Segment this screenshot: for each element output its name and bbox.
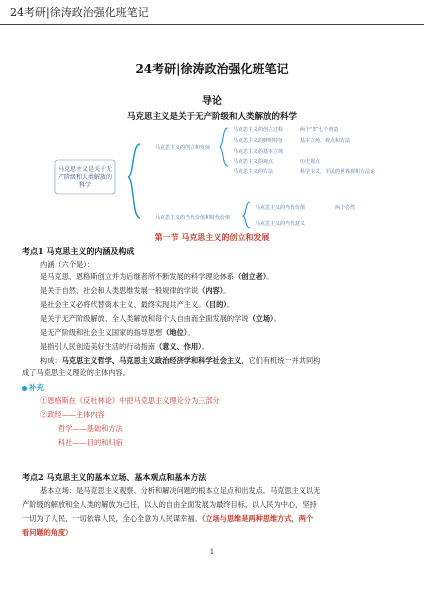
page-number: 1 (209, 548, 215, 556)
mind-map (0, 122, 424, 230)
kp1-item-4: 是关于无产阶级解放、全人类解放和每个人自由而全面发展的学说（立场）。 (40, 314, 281, 323)
kp2-line-1: 基本立场：是马克思主义观察、分析和解决问题的根本立足点和出发点。马克思主义以无 (40, 486, 321, 495)
mindmap-branch2: 马克思主义的当代价值和时代价值 (155, 215, 231, 221)
intro-subtitle: 马克思主义是关于无产阶级和人类解放的科学 (126, 112, 297, 122)
mindmap-b1-item4: 马克思主义的观点 (233, 159, 274, 165)
mindmap-root-line1: 马克思主义是关于无 (57, 166, 113, 173)
mindmap-b1-sub3: 历史观点 (300, 159, 321, 165)
mindmap-b1-item3: 马克思主义的基本立场 (233, 149, 284, 155)
supplement-label: 补充 (22, 382, 44, 393)
mindmap-b1-sub2: 基本立场、观点和方法 (300, 138, 351, 144)
page-header (0, 0, 424, 25)
kp1-compose-2: 成了马克思主义理论的主体内容。 (22, 368, 130, 377)
mindmap-b1-sub4: 科学主义、平民的世界观和方法论 (300, 169, 376, 175)
supplement-line-1: ①恩格斯在《反杜林论》中把马克思主义理论分为三部分 (40, 396, 220, 405)
mindmap-b1-item5: 马克思主义的方法 (233, 169, 274, 175)
mindmap-b1-item1: 马克思主义的创立过程 (233, 127, 284, 133)
mindmap-root-line2: 产阶级和人类解放的 (57, 174, 113, 181)
mindmap-root-line3: 科学 (78, 182, 92, 189)
kp1-item-6: 是指引人民创造美好生活的行动指南（意义、作用）。 (40, 342, 209, 351)
kp2-line-3: 一切为了人民，一切依靠人民，全心全意为人民谋幸福。（立场与思维是两种思维方式，两个 (22, 514, 314, 523)
bullet-icon (22, 386, 27, 391)
kp1-item-1: 是马克思、恩格斯创立并为后继者所不断发展的科学理论体系（创立者）。 (40, 272, 274, 281)
kp2-line-2: 产阶级的解放和全人类的解放为己任，以人的自由全面发展为最终目标，以人民为中心，坚持 (22, 500, 317, 509)
intro-heading: 导论 (202, 96, 222, 107)
supplement-line-3: 哲学——基础和方法 (58, 424, 123, 433)
header-text: 24考研|徐涛政治强化班笔记 (10, 6, 149, 19)
kp1-item-5: 是无产阶级和社会主义国家的指导思想（地位）。 (40, 328, 195, 337)
kp1-item-3: 是社会主义必将代替资本主义、最终实现共产主义。（目的）。 (40, 300, 235, 309)
supplement-line-4: 科社——目的和归宿 (58, 438, 123, 447)
section-title: 第一节 马克思主义的创立和发展 (154, 232, 270, 242)
supplement-line-2: ②政经——主体内容 (40, 410, 105, 419)
kp2-line-4: 看问题的角度） (22, 528, 73, 537)
mindmap-b1-sub1: 两个“3”七个创造 (300, 127, 339, 133)
mindmap-b2-sub1: 两个必然 (335, 205, 356, 211)
mindmap-b1-item2: 马克思主义的鲜明特征 (233, 138, 284, 144)
mindmap-b2-item1: 马克思主义的当代价值 (255, 205, 306, 211)
kp2-title: 考点2 马克思主义的基本立场、基本观点和基本方法 (22, 472, 207, 482)
kp1-compose-1: 构成：马克思主义哲学、马克思主义政治经济学和科学社会主义，它们有机统一并共同构 (40, 356, 321, 365)
mindmap-b2-item2: 马克思主义的当代意义 (255, 221, 306, 227)
kp1-title: 考点1 马克思主义的内涵及构成 (22, 246, 135, 256)
document-title: 24考研|徐涛政治强化班笔记 (135, 62, 289, 76)
kp1-item-2: 是关于自然、社会和人类思维发展一般规律的学说（内容）。 (40, 286, 231, 295)
kp1-intro: 内涵（六个是）： (40, 260, 94, 269)
mindmap-branch1: 马克思主义的创立和发展 (155, 145, 211, 151)
